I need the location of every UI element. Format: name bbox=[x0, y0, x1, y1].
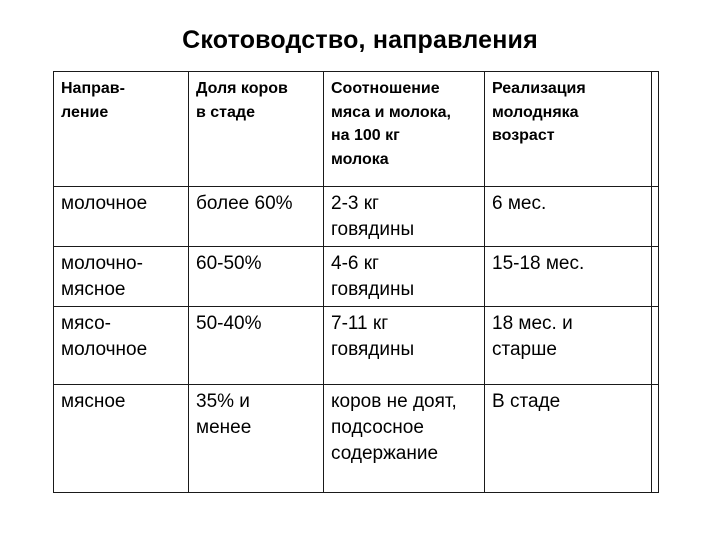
livestock-directions-table bbox=[53, 71, 659, 493]
table-edge-column bbox=[652, 307, 659, 385]
table-row bbox=[54, 187, 659, 247]
cell-sale-age: 18 мес. и старше bbox=[485, 307, 652, 385]
header-meat-milk-ratio: Соотношение мяса и молока, на 100 кг молока bbox=[324, 72, 485, 187]
header-direction: Направ- ление bbox=[54, 72, 189, 187]
cell-direction: мясное bbox=[54, 385, 189, 493]
table-header-row bbox=[54, 72, 659, 187]
cell-meat-milk-ratio: коров не доят, подсосное содержание bbox=[324, 385, 485, 493]
cell-cow-share: более 60% bbox=[189, 187, 324, 247]
header-cow-share: Доля коров в стаде bbox=[189, 72, 324, 187]
table-row bbox=[54, 385, 659, 493]
cell-cow-share: 35% и менее bbox=[189, 385, 324, 493]
cell-sale-age: 15-18 мес. bbox=[485, 247, 652, 307]
table-edge-column bbox=[652, 385, 659, 493]
cell-cow-share: 50-40% bbox=[189, 307, 324, 385]
cell-cow-share: 60-50% bbox=[189, 247, 324, 307]
cell-meat-milk-ratio: 2-3 кг говядины bbox=[324, 187, 485, 247]
table-edge-column bbox=[652, 187, 659, 247]
cell-sale-age: 6 мес. bbox=[485, 187, 652, 247]
table-row bbox=[54, 247, 659, 307]
table-row bbox=[54, 307, 659, 385]
table-edge-column bbox=[652, 72, 659, 187]
cell-meat-milk-ratio: 7-11 кг говядины bbox=[324, 307, 485, 385]
cell-direction: мясо- молочное bbox=[54, 307, 189, 385]
cell-direction: молочное bbox=[54, 187, 189, 247]
table-edge-column bbox=[652, 247, 659, 307]
header-young-stock-sale-age: Реализация молодняка возраст bbox=[485, 72, 652, 187]
cell-direction: молочно- мясное bbox=[54, 247, 189, 307]
cell-sale-age: В стаде bbox=[485, 385, 652, 493]
cell-meat-milk-ratio: 4-6 кг говядины bbox=[324, 247, 485, 307]
page-title: Скотоводство, направления bbox=[182, 26, 538, 54]
